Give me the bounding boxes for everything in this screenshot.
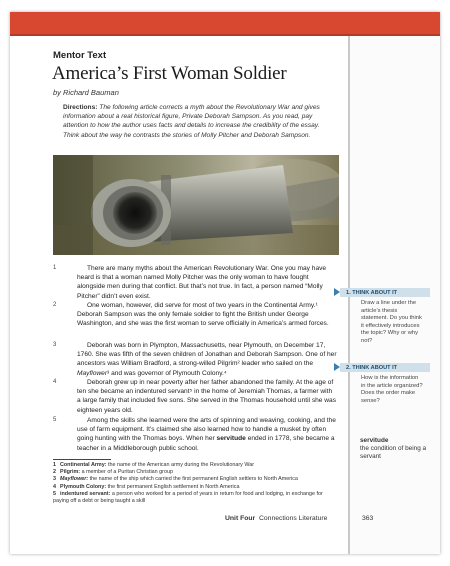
footnote-term: Plymouth Colony: (60, 483, 107, 490)
footnote-definition: a member of a Puritan Christian group (80, 469, 173, 476)
footnote (53, 484, 337, 491)
footnote-number: 4 (53, 483, 56, 490)
think-about-it-prompt: How is the information in the article organized? Does the order make sense? (361, 375, 423, 404)
pointer-arrow-icon (334, 288, 340, 296)
vocab-word: servitude (216, 435, 246, 443)
footnote-number: 5 (53, 490, 56, 497)
footnotes (53, 462, 337, 505)
text-run: ended in 1778, she became a teacher in a Middleborough public school. (77, 435, 335, 452)
text-run: Deborah was born in Plympton, Massachusetts, near Plymouth, on December 17, 1760. She was fifth of the seven children of Jonathan and Deborah Sampson. One of her ancestors was William Bradford, a strong-willed Pilgrim² leader who sailed on the (77, 342, 337, 368)
cannon-image (53, 155, 339, 255)
footnote (53, 469, 337, 476)
paragraph-5 (53, 416, 337, 453)
text-run: ³ and was governor of Plymouth Colony.⁴ (107, 369, 227, 377)
think-about-it-tab (340, 363, 430, 372)
footnote-number: 3 (53, 476, 56, 483)
footnote-term: Mayflower: (60, 476, 89, 483)
footnote-term: Continental Army: (60, 462, 107, 468)
paragraph-text (77, 341, 337, 378)
paragraph-1 (53, 264, 337, 301)
paragraph-text: Deborah grew up in near poverty after her father abandoned the family. At the age of ten she became an indentured servant⁵ in the home of Jeremiah Thomas, a farmer with a large family that included five sons. She served in the Thomas household until she was eighteen years old. (77, 379, 337, 414)
paragraph-number: 4 (53, 379, 57, 385)
glossary-term: servitude (360, 437, 389, 444)
think-about-it-tab (340, 288, 430, 297)
directions (63, 103, 335, 140)
think-about-it-1 (340, 288, 430, 346)
footnote-definition: the first permanent English settlement in North America (106, 483, 240, 490)
glossary-definition: the condition of being a servant (360, 445, 427, 460)
ship-name: Mayflower (77, 369, 108, 377)
footer-unit: Unit Four (225, 515, 256, 522)
directions-label: Directions: (63, 104, 98, 111)
paragraph-text (77, 416, 337, 453)
paragraph-4 (53, 378, 337, 415)
running-footer (225, 515, 327, 522)
think-about-it-prompt: Draw a line under the article’s thesis statement. Do you think it effectively introduces the topic? Why or why not? (361, 300, 422, 344)
pointer-arrow-icon (334, 363, 340, 371)
footnote-definition: the name of the ship which carried the first permanent English settlers to North America (88, 476, 298, 483)
cannon-photo (53, 155, 339, 255)
text-run: Among the skills she learned were the arts of spinning and weaving, cooking, and the use of farm equipment. It’s claimed she also learned how to handle a musket by often going hunting with the Thomas boys. When her (77, 417, 336, 443)
paragraph-2 (53, 301, 337, 329)
footnote-term: indentured servant: (60, 490, 111, 497)
glossary-entry (360, 437, 428, 461)
page-number: 363 (362, 515, 374, 522)
footnote-number: 1 (53, 462, 56, 468)
top-color-band (10, 12, 440, 34)
directions-text: The following article corrects a myth about the Revolutionary War and gives information about a real historical figure, Private Deborah Sampson. As you read, pay attention to how the author uses facts and details to increase the credibility of the essay. Think about the way he contrasts the stories of Molly Pitcher and Deborah Sampson. (63, 104, 320, 139)
article-title: America’s First Woman Soldier (52, 63, 287, 84)
footer-section: Connections Literature (258, 515, 328, 522)
byline: by Richard Bauman (53, 88, 119, 97)
footnote-term: Pilgrim: (60, 469, 81, 476)
footnote-definition: a person who worked for a period of years in return for food and lodging, in exchange for paying off a debt or being taught a skill (53, 490, 323, 505)
footnote-number: 2 (53, 469, 56, 476)
footnote-rule (53, 459, 111, 460)
section-kicker: Mentor Text (53, 50, 107, 61)
think-about-it-label: 1. THINK ABOUT IT (346, 289, 398, 296)
paragraph-text: One woman, however, did serve for most of two years in the Continental Army.¹ Deborah Sampson was the only female soldier to fight the British under George Washington, and she was the first woman to serve officially in America’s armed forces. (77, 302, 329, 328)
paragraph-number: 1 (53, 265, 57, 271)
think-about-it-label: 2. THINK ABOUT IT (346, 364, 398, 371)
footnote (53, 476, 337, 483)
footnote (53, 462, 337, 469)
think-about-it-2 (340, 363, 430, 405)
paragraph-number: 2 (53, 302, 57, 308)
footnote (53, 491, 337, 505)
paragraph-text: There are many myths about the American Revolutionary War. One you may have heard is that a woman named Molly Pitcher was the only woman to have fought alongside men during that conflict. But that’s not true. In fact, a person named “Molly Pitcher” didn’t even exist. (77, 265, 327, 300)
footnote-definition: the name of the American army during the Revolutionary War (106, 462, 255, 468)
paragraph-number: 3 (53, 342, 57, 348)
paragraph-3 (53, 341, 337, 378)
paragraph-number: 5 (53, 417, 57, 423)
